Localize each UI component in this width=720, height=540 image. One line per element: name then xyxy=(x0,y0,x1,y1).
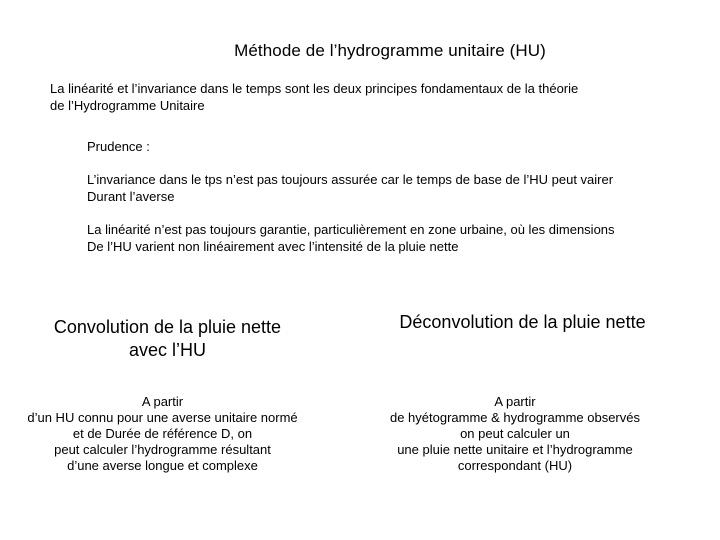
convolution-description-line: peut calculer l’hydrogramme résultant xyxy=(54,442,271,457)
convolution-description-line: d’une averse longue et complexe xyxy=(67,458,258,473)
convolution-description-line: d’un HU connu pour une averse unitaire normé xyxy=(27,410,298,425)
invariance-note xyxy=(87,171,717,205)
convolution-heading xyxy=(15,316,320,362)
deconvolution-description-line: correspondant (HU) xyxy=(457,458,573,473)
intro-line-1: La linéarité et l’invariance dans le temps sont les deux principes fondamentaux de la théorie xyxy=(50,81,579,96)
linearity-note-line-1: La linéarité n’est pas toujours garantie, particulièrement en zone urbaine, où les dimensions xyxy=(87,222,615,237)
prudence-heading: Prudence : xyxy=(87,139,150,154)
intro-line-2: de l’Hydrogramme Unitaire xyxy=(50,98,205,113)
convolution-description xyxy=(0,394,325,474)
convolution-heading-line-2: avec l’HU xyxy=(128,340,207,360)
deconvolution-description-line: une pluie nette unitaire et l’hydrogramme xyxy=(397,442,633,457)
convolution-description-line: et de Durée de référence D, on xyxy=(72,426,253,441)
linearity-note xyxy=(87,221,717,255)
deconvolution-description-line: on peut calculer un xyxy=(460,426,570,441)
intro-paragraph xyxy=(50,80,710,114)
deconvolution-description-line: A partir xyxy=(494,394,536,409)
linearity-note-line-2: De l’HU varient non linéairement avec l’intensité de la pluie nette xyxy=(87,239,459,254)
deconvolution-description xyxy=(355,394,675,474)
invariance-note-line-2: Durant l’averse xyxy=(87,189,175,204)
deconvolution-description-line: de hyétogramme & hydrogramme observés xyxy=(389,410,640,425)
convolution-heading-line-1: Convolution de la pluie nette xyxy=(53,317,282,337)
slide-title: Méthode de l’hydrogramme unitaire (HU) xyxy=(234,41,546,60)
invariance-note-line-1: L’invariance dans le tps n’est pas toujours assurée car le temps de base de l’HU peut vairer xyxy=(87,172,614,187)
deconvolution-heading: Déconvolution de la pluie nette xyxy=(399,312,646,332)
convolution-description-line: A partir xyxy=(141,394,184,409)
